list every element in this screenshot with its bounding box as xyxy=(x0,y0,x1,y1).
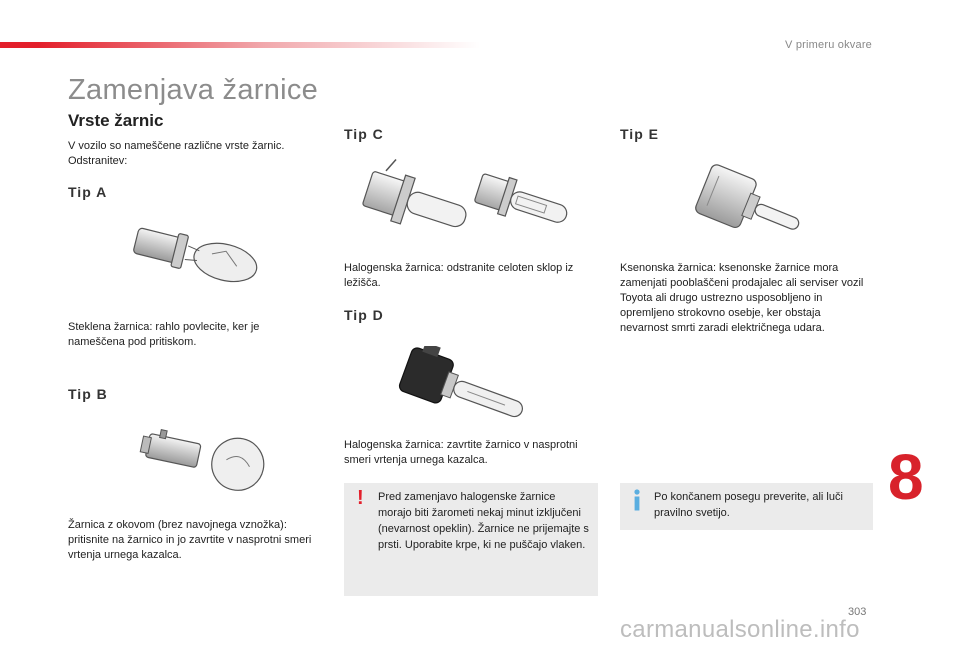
glass-bulb-illustration xyxy=(125,222,267,298)
intro-text: V vozilo so nameščene različne vrste žarnic. Odstranitev: xyxy=(68,140,285,167)
page-subtitle: Vrste žarnic xyxy=(68,111,164,130)
chapter-number: 8 xyxy=(888,441,924,513)
warning-text: Pred zamenjavo halogenske žarnice morajo biti žarometi nekaj minut izključeni (nevarnost opeklin). Žarnice ne prijemajte s prsti. Uporabite krpe, ki ne puščajo vlaken. xyxy=(378,491,589,551)
info-text: Po končanem posegu preverite, ali luči pravilno svetijo. xyxy=(654,491,843,519)
bayonet-bulb-illustration xyxy=(138,424,280,496)
type-e-text: Ksenonska žarnica: ksenonske žarnice mora zamenjati pooblaščeni prodajalec ali serviser vozil Toyota ali drugo ustrezno usposobljeno in opremljeno strokovno osebje, ker obstaja nevarnost smrti zaradi električnega udara. xyxy=(620,262,864,334)
info-icon xyxy=(630,488,644,512)
type-e-heading: Tip E xyxy=(620,126,659,142)
header-accent-bar xyxy=(0,42,480,48)
page-number: 303 xyxy=(848,606,867,618)
type-d-heading: Tip D xyxy=(344,307,384,323)
warning-icon: ! xyxy=(357,487,364,509)
halogen-bulb-assembly-illustration xyxy=(356,158,592,250)
type-b-heading: Tip B xyxy=(68,386,108,402)
type-a-text: Steklena žarnica: rahlo povlecite, ker je nameščena pod pritiskom. xyxy=(68,321,260,348)
type-c-heading: Tip C xyxy=(344,126,384,142)
info-note xyxy=(620,483,873,530)
xenon-bulb-illustration xyxy=(690,160,816,246)
type-a-heading: Tip A xyxy=(68,184,108,200)
watermark: carmanualsonline.info xyxy=(620,616,860,643)
warning-note xyxy=(344,483,598,596)
type-c-text: Halogenska žarnica: odstranite celoten sklop iz ležišča. xyxy=(344,262,574,289)
section-title: V primeru okvare xyxy=(785,39,872,51)
page-title: Zamenjava žarnice xyxy=(68,74,319,106)
halogen-twist-bulb-illustration xyxy=(398,346,548,430)
type-d-text: Halogenska žarnica: zavrtite žarnico v nasprotni smeri vrtenja urnega kazalca. xyxy=(344,439,578,466)
type-b-text: Žarnica z okovom (brez navojnega vznožka): pritisnite na žarnico in jo zavrtite v nasprotni smeri vrtenja urnega kazalca. xyxy=(68,519,312,561)
